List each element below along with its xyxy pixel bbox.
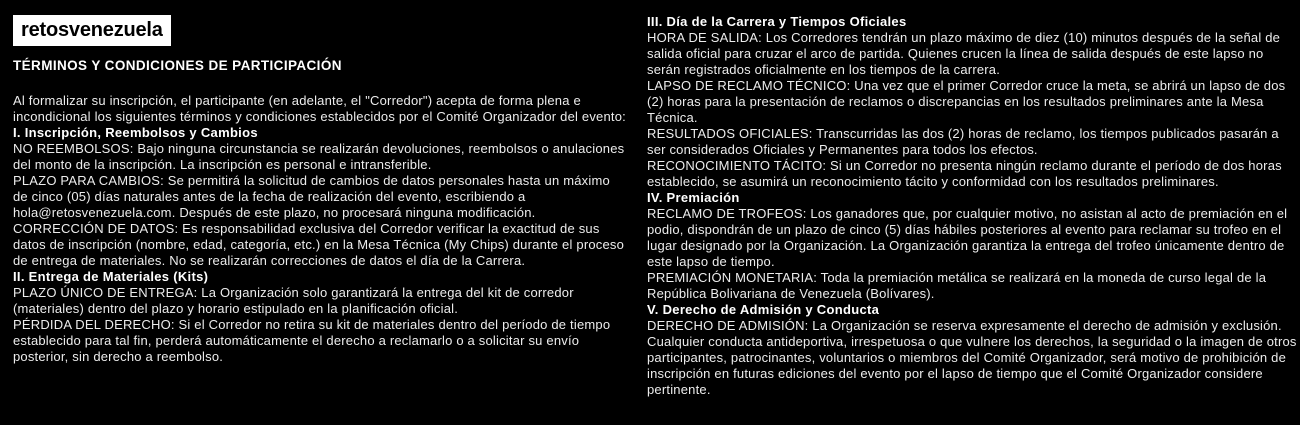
intro-paragraph: Al formalizar su inscripción, el participante (en adelante, el "Corredor") acepta de forma plena e incondicional los siguientes términos y condiciones establecidos por el Comité Organizador del evento: [13, 93, 626, 124]
clause-premiacion-monetaria: PREMIACIÓN MONETARIA: Toda la premiación metálica se realizará en la moneda de curso legal de la República Bolivariana de Venezuela (Bolívares). [647, 270, 1267, 301]
clause-reconocimiento-tacito: RECONOCIMIENTO TÁCITO: Si un Corredor no presenta ningún reclamo durante el período de dos horas establecido, se asumirá un reconocimiento tácito y conformidad con los resultados preliminares. [647, 158, 1282, 189]
page-title: TÉRMINOS Y CONDICIONES DE PARTICIPACIÓN [13, 58, 342, 73]
section-heading-2: II. Entrega de Materiales (Kits) [13, 269, 209, 284]
right-column [647, 14, 1297, 398]
clause-correccion-de-datos: CORRECCIÓN DE DATOS: Es responsabilidad exclusiva del Corredor verificar la exactitud de sus datos de inscripción (nombre, edad, categoría, etc.) en la Mesa Técnica (My Chips) durante el proceso de entrega de materiales. No se realizarán correcciones de datos el día de la Carrera. [13, 221, 625, 268]
clause-plazo-para-cambios: PLAZO PARA CAMBIOS: Se permitirá la solicitud de cambios de datos personales hasta un máximo de cinco (05) días naturales antes de la fecha de realización del evento, escribiendo a hola@retosvenezuela.com. Después de este plazo, no procesará ninguna modificación. [13, 173, 610, 220]
clause-resultados-oficiales: RESULTADOS OFICIALES: Transcurridas las dos (2) horas de reclamo, los tiempos publicados pasarán a ser considerados Oficiales y Permanentes para todos los efectos. [647, 126, 1279, 157]
section-heading-3: III. Día de la Carrera y Tiempos Oficiales [647, 14, 907, 29]
left-column [13, 15, 627, 365]
section-heading-4: IV. Premiación [647, 190, 740, 205]
clause-plazo-unico-entrega: PLAZO ÚNICO DE ENTREGA: La Organización solo garantizará la entrega del kit de corredor (materiales) dentro del plazo y horario estipulado en la planificación oficial. [13, 285, 574, 316]
clause-no-reembolsos: NO REEMBOLSOS: Bajo ninguna circunstancia se realizarán devoluciones, reembolsos o anulaciones del monto de la inscripción. La inscripción es personal e intransferible. [13, 141, 625, 172]
brand-logo-text: retosvenezuela [21, 19, 163, 41]
clause-perdida-del-derecho: PÉRDIDA DEL DERECHO: Si el Corredor no retira su kit de materiales dentro del período de tiempo establecido para tal fin, perderá automáticamente el derecho a reclamarlo o a solicitar su envío posterior, sin derecho a reembolso. [13, 317, 611, 364]
clause-hora-de-salida: HORA DE SALIDA: Los Corredores tendrán un plazo máximo de diez (10) minutos después de la señal de salida oficial para cruzar el arco de partida. Quienes crucen la línea de salida después de este lapso no serán registrados oficialmente en los tiempos de la carrera. [647, 30, 1281, 77]
clause-reclamo-de-trofeos: RECLAMO DE TROFEOS: Los ganadores que, por cualquier motivo, no asistan al acto de premiación en el podio, dispondrán de un plazo de cinco (5) días hábiles posteriores al evento para reclamar su trofeo en el lugar designado por la Organización. La Organización garantiza la entrega del trofeo únicamente dentro de este lapso de tiempo. [647, 206, 1288, 269]
clause-lapso-reclamo-tecnico: LAPSO DE RECLAMO TÉCNICO: Una vez que el primer Corredor cruce la meta, se abrirá un lapso de dos (2) horas para la presentación de reclamos o discrepancias en los resultados preliminares ante la Mesa Técnica. [647, 78, 1286, 125]
brand-logo [13, 15, 171, 46]
section-heading-5: V. Derecho de Admisión y Conducta [647, 302, 880, 317]
section-heading-1: I. Inscripción, Reembolsos y Cambios [13, 125, 258, 140]
clause-derecho-de-admision: DERECHO DE ADMISIÓN: La Organización se reserva expresamente el derecho de admisión y exclusión. Cualquier conducta antideportiva, irrespetuosa o que vulnere los derechos, la seguridad o la imagen de otros participantes, patrocinantes, voluntarios o miembros del Comité Organizador, será motivo de prohibición de inscripción en futuras ediciones del evento por el lapso de tiempo que el Comité Organizador considere pertinente. [647, 318, 1297, 397]
